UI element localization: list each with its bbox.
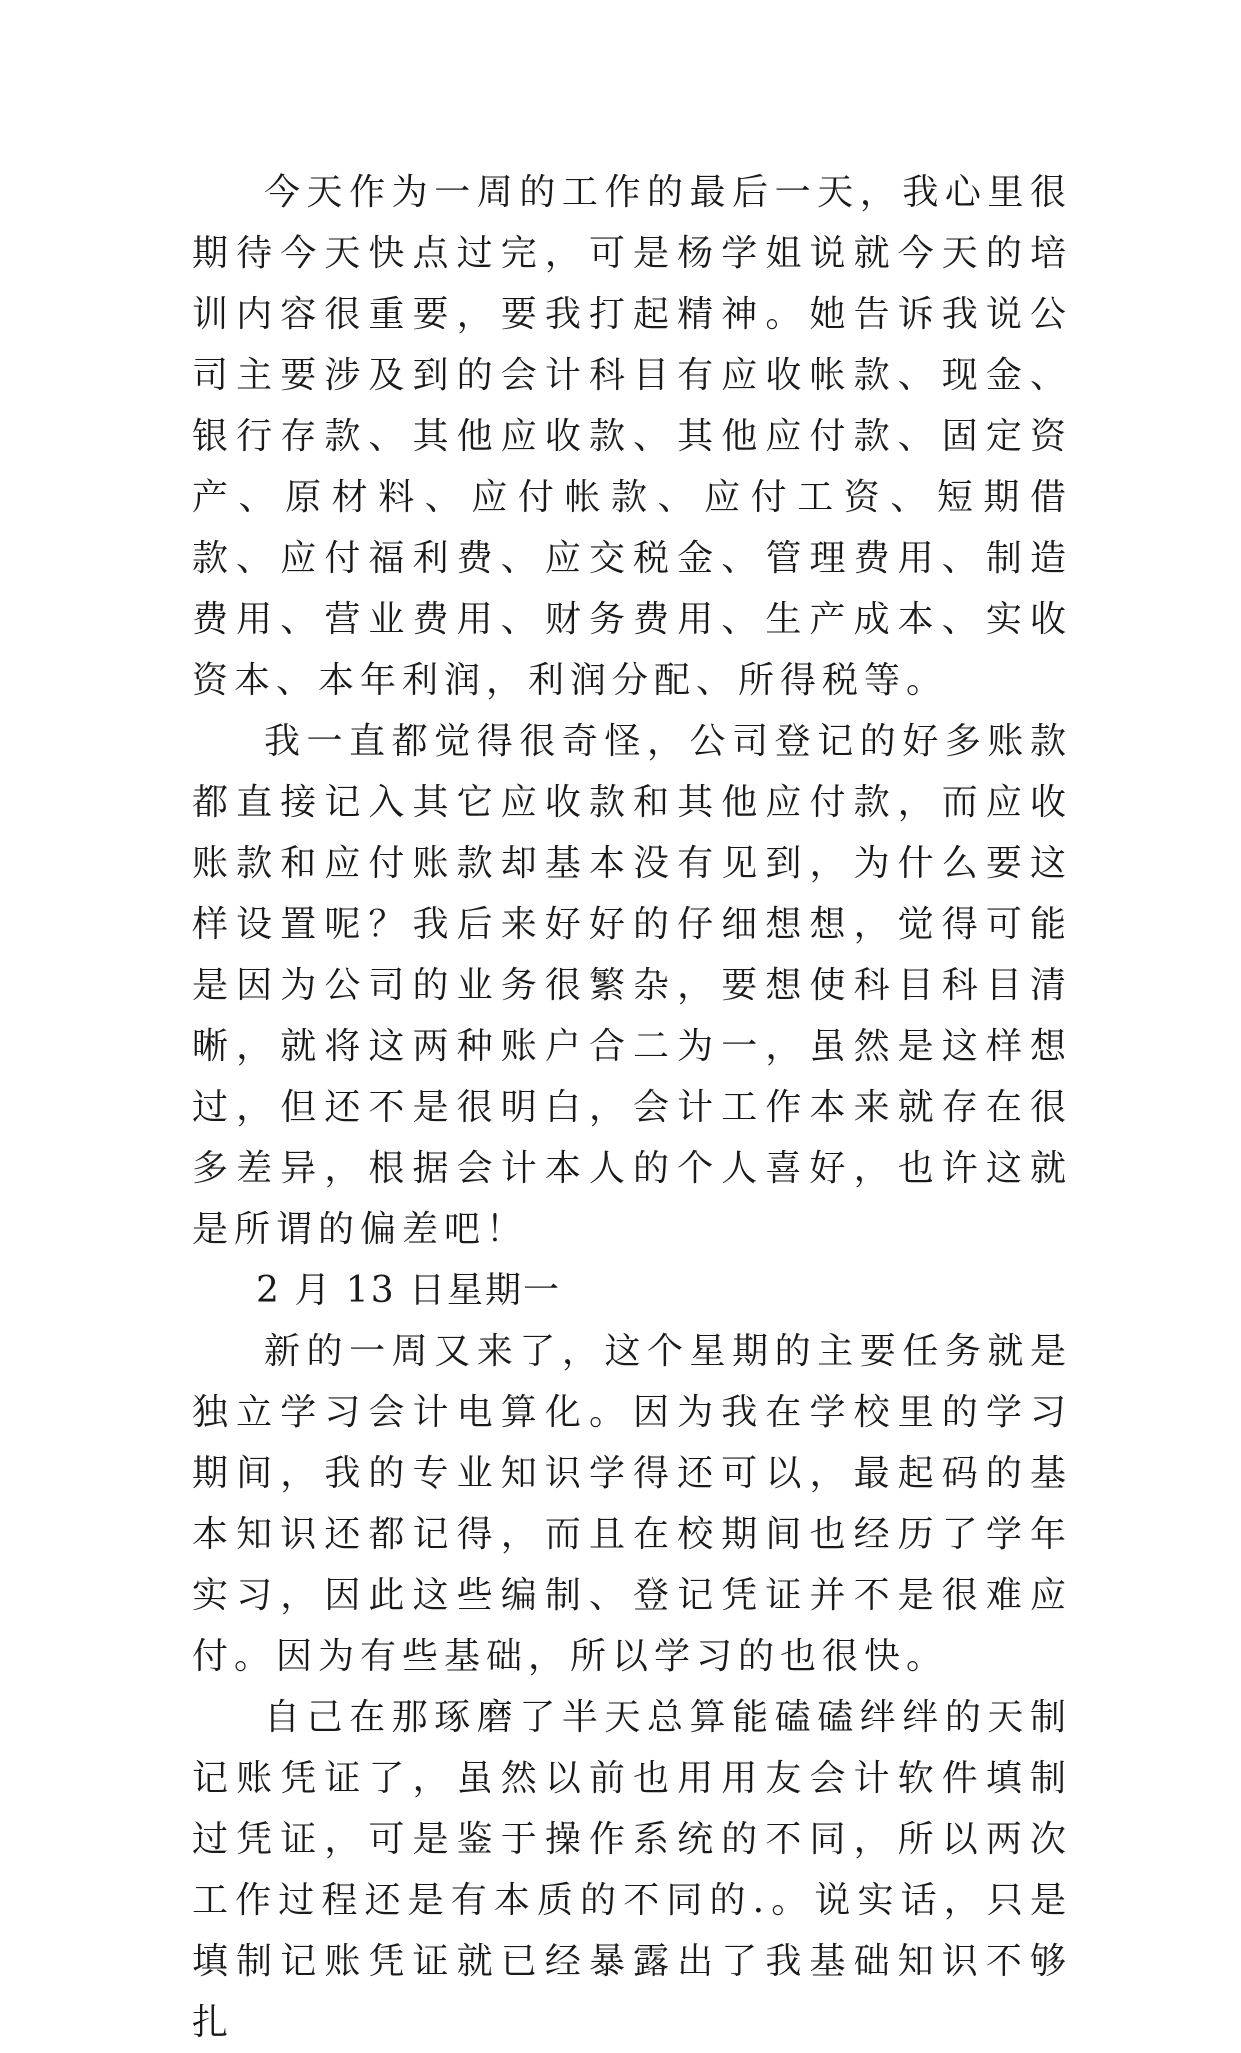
paragraph-receivables-question: 我一直都觉得很奇怪，公司登记的好多账款都直接记入其它应收款和其他应付款，而应收账款和应付账款却基本没有见到，为什么要这样设置呢？我后来好好的仔细想想，觉得可能是因为公司的业务很繁杂，要想使科目科目清晰，就将这两种账户合二为一，虽然是这样想过，但还不是很明白，会计工作本来就存在很多差异，根据会计本人的个人喜好，也许这就是所谓的偏差吧！ xyxy=(192,721,1072,1250)
document-body xyxy=(192,162,1072,2053)
paragraph-new-week: 新的一周又来了，这个星期的主要任务就是独立学习会计电算化。因为我在学校里的学习期间，我的专业知识学得还可以，最起码的基本知识还都记得，而且在校期间也经历了学年实习，因此这些编制、登记凭证并不是很难应付。因为有些基础，所以学习的也很快。 xyxy=(192,1331,1072,1677)
date-heading: 2 月 13 日星期一 xyxy=(256,1270,562,1311)
paragraph-training-accounts: 今天作为一周的工作的最后一天，我心里很期待今天快点过完，可是杨学姐说就今天的培训内容很重要，要我打起精神。她告诉我说公司主要涉及到的会计科目有应收帐款、现金、银行存款、其他应收款、其他应付款、固定资产、原材料、应付帐款、应付工资、短期借款、应付福利费、应交税金、管理费用、制造费用、营业费用、财务费用、生产成本、实收资本、本年利润，利润分配、所得税等。 xyxy=(192,172,1072,701)
paragraph-voucher-practice: 自己在那琢磨了半天总算能磕磕绊绊的天制记账凭证了，虽然以前也用用友会计软件填制过凭证，可是鉴于操作系统的不同，所以两次工作过程还是有本质的不同的.。说实话，只是填制记账凭证就已经暴露出了我基础知识不够扎 xyxy=(192,1697,1072,2043)
